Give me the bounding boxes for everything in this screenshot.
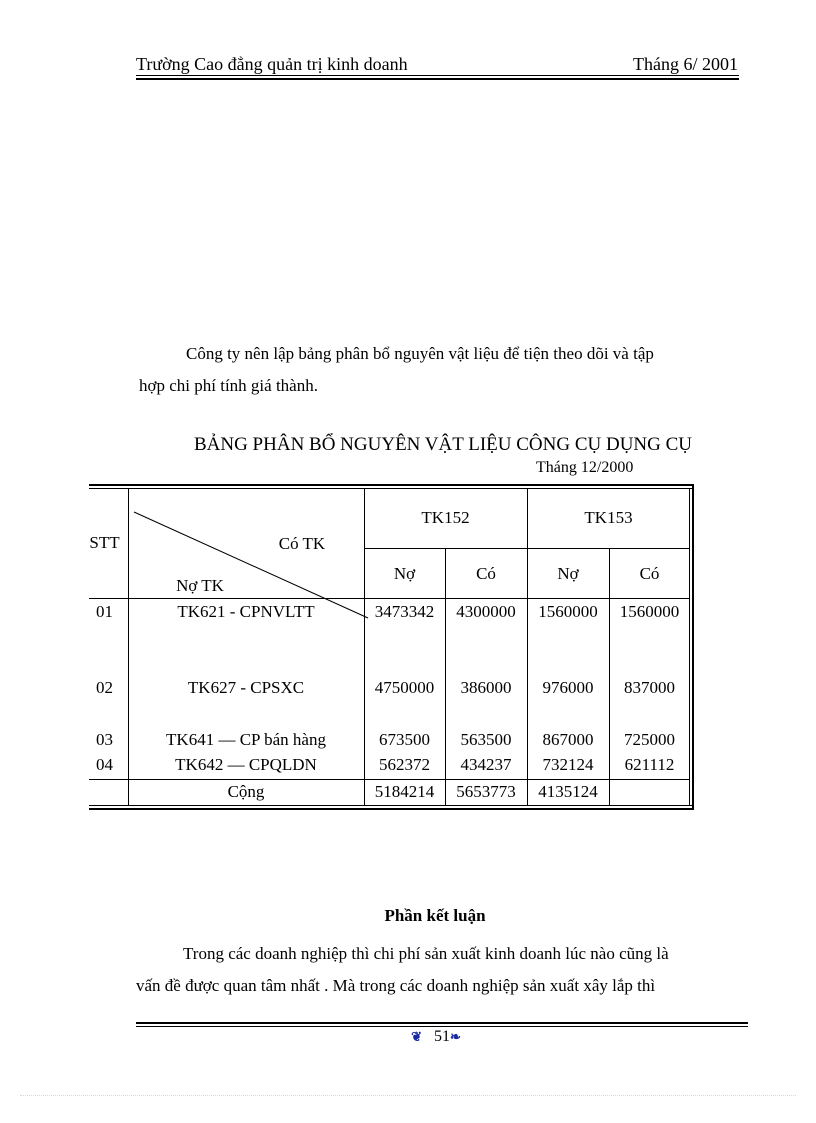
conclusion-line-1: Trong các doanh nghiệp thì chi phí sản xuất kinh doanh lúc nào cũng là — [183, 944, 669, 963]
row-3-stt: 03 — [96, 730, 113, 749]
page-bottom-dotted-rule — [20, 1095, 796, 1096]
row-2-stt: 02 — [96, 678, 113, 697]
ornament-left-icon: ❦ — [411, 1029, 422, 1044]
header-school-name: Trường Cao đẳng quản trị kinh doanh — [136, 54, 408, 74]
row-4-account: TK642 — CPQLDN — [175, 755, 317, 774]
intro-line-1: Công ty nên lập bảng phân bổ nguyên vật liệu để tiện theo dõi và tập — [186, 344, 654, 363]
total-label: Cộng — [227, 782, 265, 801]
row-4-tk153-no: 732124 — [542, 755, 594, 774]
conclusion-line-2: vấn đề được quan tâm nhất . Mà trong các doanh nghiệp sản xuất xây lắp thì — [136, 976, 656, 995]
page-number-line — [0, 1028, 816, 1046]
table-title: BẢNG PHÂN BỔ NGUYÊN VẬT LIỆU CÔNG CỤ DỤNG CỤ — [193, 434, 693, 455]
row-2-account: TK627 - CPSXC — [187, 678, 305, 697]
conclusion-paragraph — [136, 938, 740, 1002]
row-4-tk152-co: 434237 — [460, 755, 512, 774]
footer-rule-thick — [136, 1022, 748, 1024]
header-tk152-no: Nợ — [393, 564, 416, 583]
total-tk152-no: 5184214 — [374, 782, 435, 801]
header-tk153-co: Có — [639, 564, 660, 583]
row-4-tk153-co: 621112 — [624, 755, 675, 774]
header-stt: STT — [89, 533, 120, 552]
header-tk153: TK153 — [584, 508, 633, 527]
header-tk152-co: Có — [476, 564, 496, 583]
header-tk153-no: Nợ — [557, 564, 579, 583]
ornament-right-icon: ❧ — [450, 1029, 461, 1044]
table-month: Tháng 12/2000 — [536, 459, 634, 476]
row-2-tk152-no: 4750000 — [374, 678, 435, 697]
row-1-tk153-no: 1560000 — [538, 602, 598, 621]
row-4-stt: 04 — [96, 755, 113, 774]
row-1-stt: 01 — [96, 602, 113, 621]
row-2-tk153-co: 837000 — [624, 678, 675, 697]
total-tk152-co: 5653773 — [456, 782, 516, 801]
row-4-tk152-no: 562372 — [379, 755, 430, 774]
row-3-tk153-co: 725000 — [624, 730, 675, 749]
page-number: 51 — [434, 1028, 450, 1045]
row-3-tk152-no: 673500 — [379, 730, 430, 749]
row-2-tk153-no: 976000 — [542, 678, 594, 697]
row-1-tk152-no: 3473342 — [374, 602, 435, 621]
total-tk153-no: 4135124 — [538, 782, 598, 801]
conclusion-heading: Phần kết luận — [384, 906, 486, 925]
row-1-tk153-co: 1560000 — [619, 602, 680, 621]
header-co-tk: Có TK — [278, 534, 326, 553]
row-2-tk152-co: 386000 — [460, 678, 512, 697]
row-1-tk152-co: 4300000 — [456, 602, 516, 621]
row-3-tk153-no: 867000 — [542, 730, 594, 749]
row-1-account: TK621 - CPNVLTT — [177, 602, 315, 621]
footer-rule — [136, 1026, 748, 1027]
header-date: Tháng 6/ 2001 — [633, 54, 738, 74]
row-3-tk152-co: 563500 — [460, 730, 512, 749]
header-no-tk: Nợ TK — [176, 576, 224, 595]
intro-line-2: hợp chi phí tính giá thành. — [139, 376, 318, 395]
row-3-account: TK641 — CP bán hàng — [166, 730, 326, 749]
header-tk152: TK152 — [421, 508, 470, 527]
